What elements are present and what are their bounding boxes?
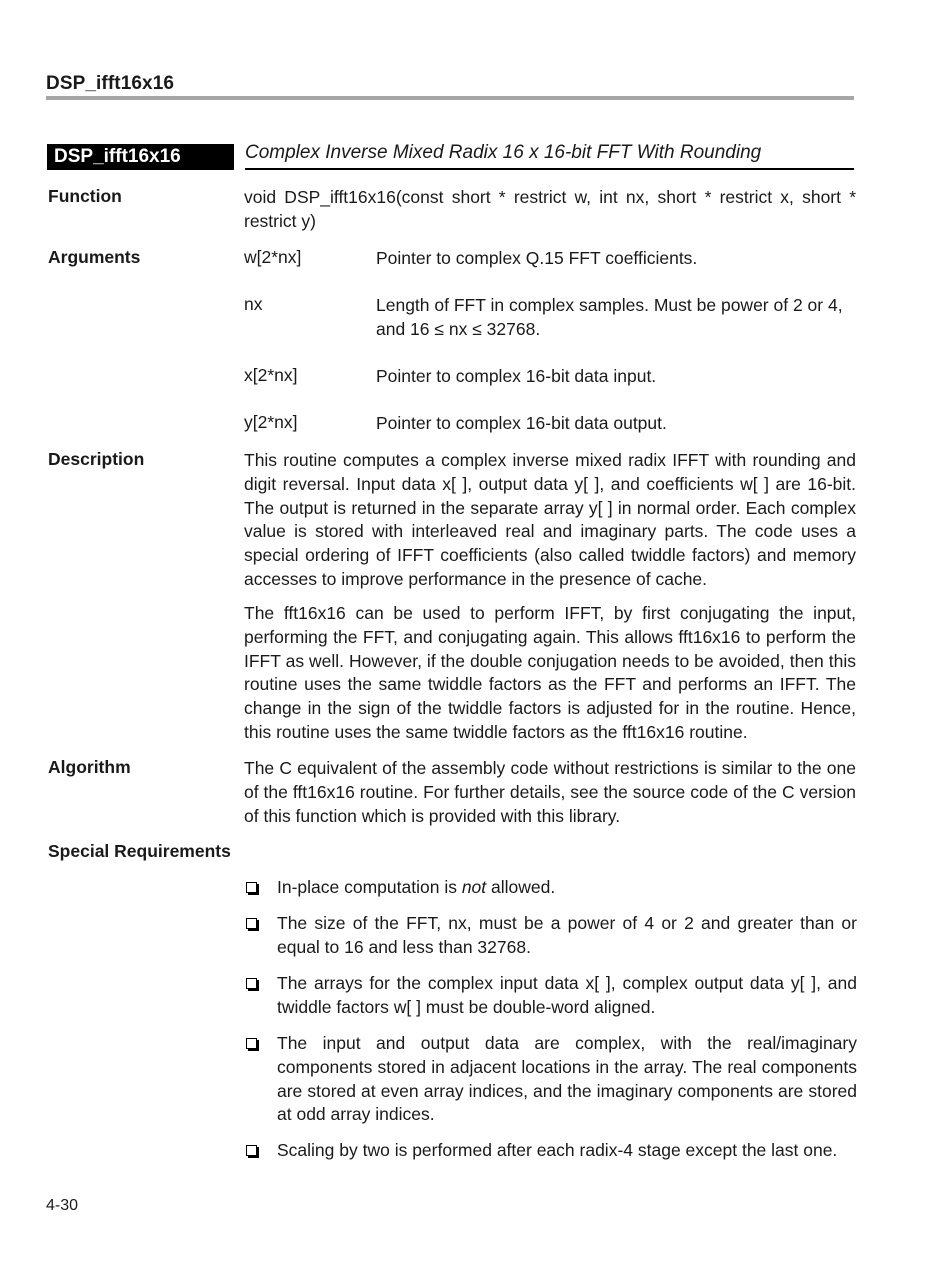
description-paragraph: The fft16x16 can be used to perform IFFT, by first conjugating the input, performing the FFT, and conjugating again. This allows fft16x16 to perform the IFFT as well. However, if the double conjugation needs to be avoided, then this routine uses the same twiddle factors as the FFT and performs an IFFT. The change in the sign of the twiddle factors is adjusted for in the routine. Hence, this routine uses the same twiddle factors as the fft16x16 routine. [244,603,856,742]
arguments-label: Arguments [48,247,141,267]
algorithm-label: Algorithm [48,757,131,777]
function-title: Complex Inverse Mixed Radix 16 x 16-bit FFT With Rounding [245,142,854,170]
requirement-item [244,1139,857,1163]
requirement-text: The input and output data are complex, with the real/imaginary components stored in adjacent locations in the array. The real components are stored at even array indices, and the imaginary components are stored at odd array indices. [277,1033,857,1125]
description-paragraph: This routine computes a complex inverse mixed radix IFFT with rounding and digit reversal. Input data x[ ], output data y[ ], and coefficients w[ ] are 16-bit. The output is returned in the separate array y[ ] in normal order. Each complex value is stored with interleaved real and imaginary parts. The code uses a special ordering of IFFT coefficients (also called twiddle factors) and memory accesses to improve performance in the presence of cache. [244,450,856,589]
checkbox-bullet-icon [246,1038,257,1049]
running-header-title: DSP_ifft16x16 [46,73,175,94]
description-label: Description [48,449,145,469]
argument-description: Length of FFT in complex samples. Must be power of 2 or 4, and 16 ≤ nx ≤ 32768. [376,295,843,339]
checkbox-bullet-icon [246,918,257,929]
requirement-item [244,1032,857,1127]
argument-name: y[2*nx] [244,412,298,432]
checkbox-bullet-icon [246,882,257,893]
function-label: Function [48,186,122,206]
argument-description: Pointer to complex Q.15 FFT coefficients. [376,248,698,268]
argument-description: Pointer to complex 16-bit data input. [376,366,657,386]
header-rule [46,96,854,100]
checkbox-bullet-icon [246,1145,257,1156]
argument-name: x[2*nx] [244,365,298,385]
requirement-emphasis: not [461,877,487,897]
function-signature: void DSP_ifft16x16(const short * restrict w, int nx, short * restrict x, short * restrict y) [244,187,856,231]
requirement-text: The arrays for the complex input data x[ ], complex output data y[ ], and twiddle factors w[ ] must be double-word aligned. [277,973,857,1017]
requirement-item [244,972,857,1020]
requirement-text: Scaling by two is performed after each radix-4 stage except the last one. [277,1140,838,1160]
function-name-badge: DSP_ifft16x16 [47,144,234,170]
requirement-item [244,876,857,900]
special-requirements-label: Special Requirements [48,841,231,861]
requirement-text: allowed. [486,877,556,897]
argument-name: nx [244,294,263,314]
argument-name: w[2*nx] [244,247,302,267]
requirement-item [244,912,857,960]
argument-description: Pointer to complex 16-bit data output. [376,413,667,433]
page-number: 4-30 [46,1197,79,1214]
requirement-text: The size of the FFT, nx, must be a power of 4 or 2 and greater than or equal to 16 and less than 32768. [277,913,857,957]
checkbox-bullet-icon [246,978,257,989]
requirement-text: In-place computation is [277,877,462,897]
algorithm-text: The C equivalent of the assembly code without restrictions is similar to the one of the fft16x16 routine. For further details, see the source code of the C version of this function which is provided with this library. [244,758,856,826]
